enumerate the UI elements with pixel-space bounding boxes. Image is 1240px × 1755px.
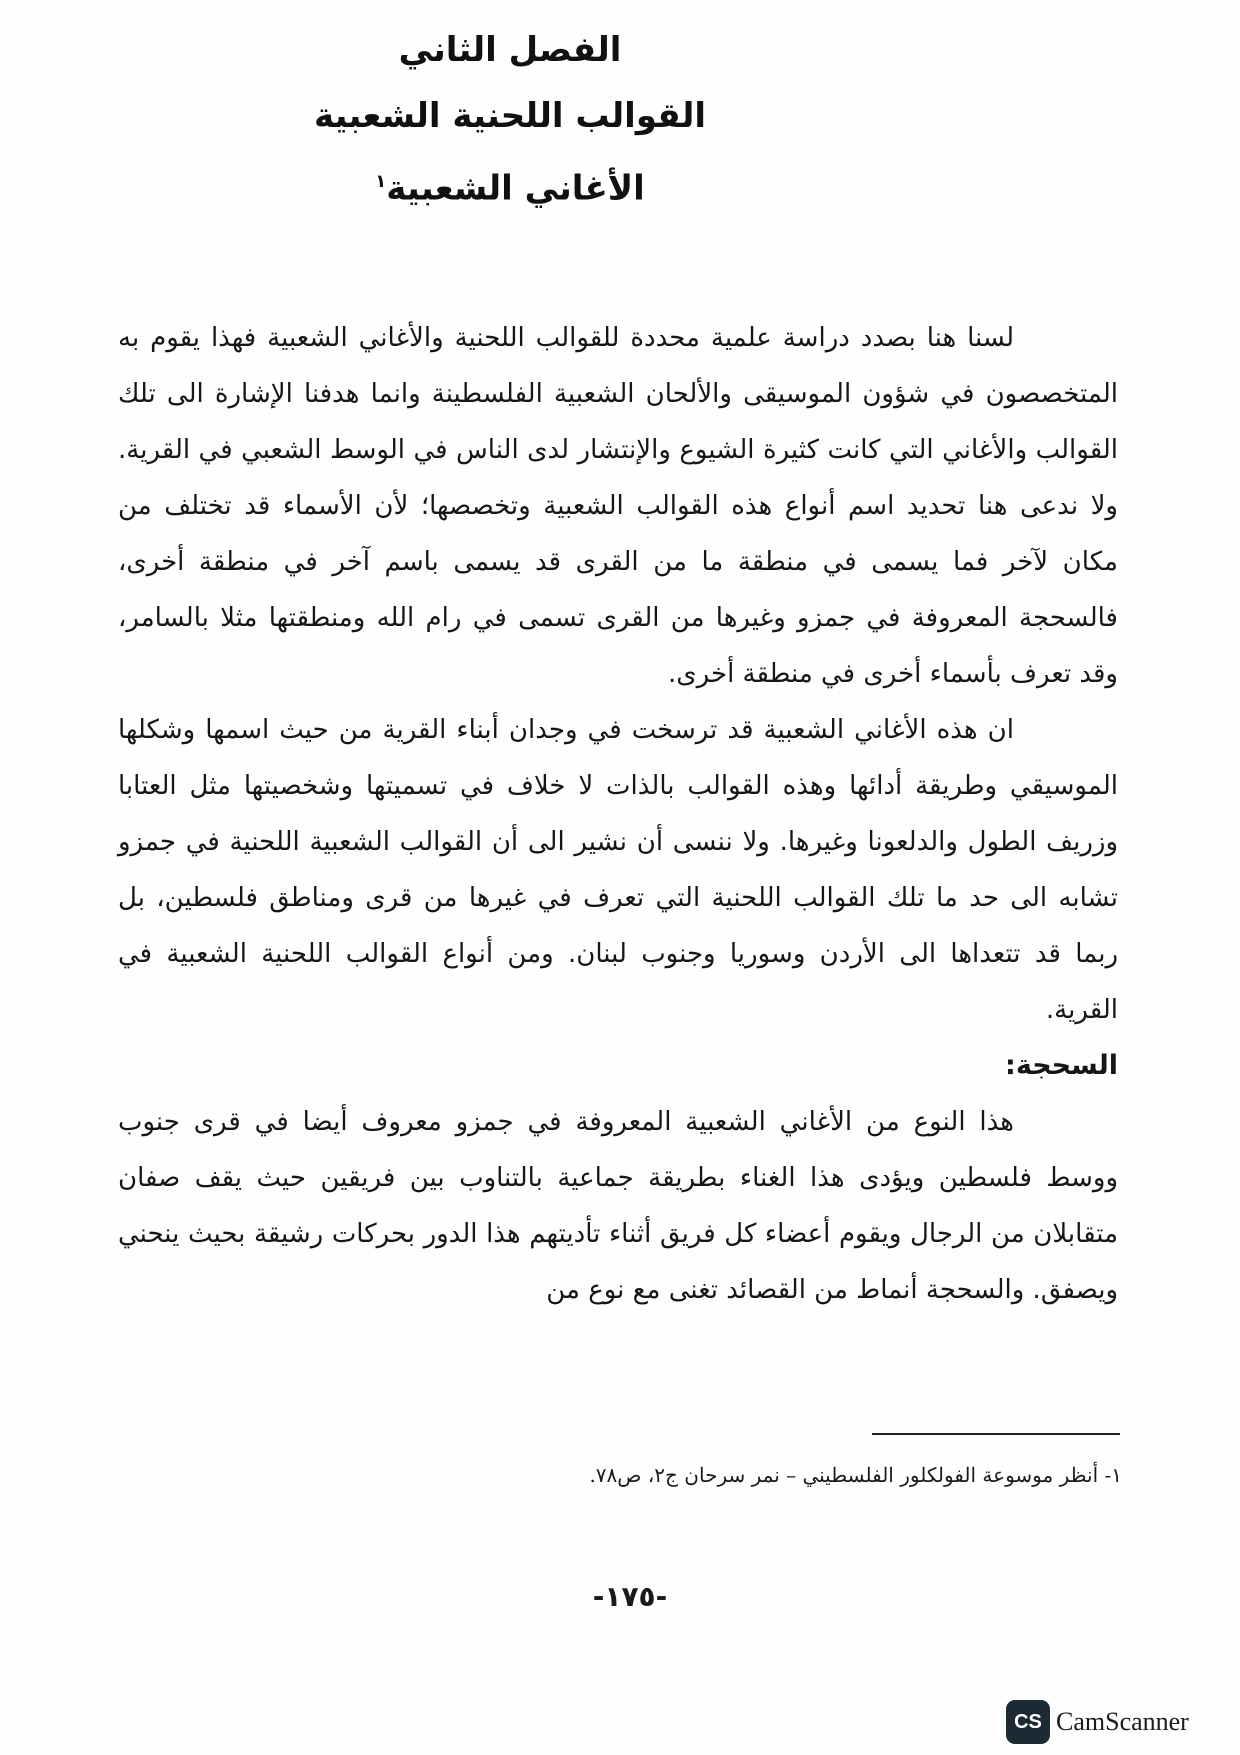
chapter-header	[0, 30, 1020, 234]
section-subtitle	[0, 162, 1020, 208]
footnote-divider	[872, 1433, 1120, 1435]
page-number: -١٧٥-	[592, 1580, 668, 1613]
chapter-title: القوالب اللحنية الشعبية	[313, 96, 707, 136]
section-subtitle-text: الأغاني الشعبية	[386, 168, 645, 209]
chapter-label: الفصل الثاني	[398, 30, 622, 70]
body-text	[118, 310, 1118, 1318]
section-heading: السحجة:	[1005, 1050, 1118, 1081]
camscanner-wordmark: CamScanner	[1056, 1707, 1189, 1736]
footnote: ١- أنظر موسوعة الفولكلور الفلسطيني – نمر سرحان ج٢، ص٧٨.	[589, 1463, 1122, 1487]
paragraph-1: لسنا هنا بصدد دراسة علمية محددة للقوالب اللحنية والأغاني الشعبية فهذا يقوم به المتخصصون في شؤون الموسيقى والألحان الشعبية الفلسطينة وانما هدفنا الإشارة الى تلك القوالب والأغاني التي كانت كثيرة الشيوع والإنتشار لدى الناس في الوسط الشعبي في القرية. ولا ندعى هنا تحديد اسم أنواع هذه القوالب الشعبية وتخصصها؛ لأن الأسماء قد تختلف من مكان لآخر فما يسمى في منطقة ما من القرى قد يسمى باسم آخر في منطقة أخرى، فالسحجة المعروفة في جمزو وغيرها من القرى تسمى في رام الله ومنطقتها مثلا بالسامر، وقد تعرف بأسماء أخرى في منطقة أخرى.	[118, 323, 1118, 689]
paragraph-2: ان هذه الأغاني الشعبية قد ترسخت في وجدان أبناء القرية من حيث اسمها وشكلها الموسيقي وطريقة أدائها وهذه القوالب بالذات لا خلاف في تسميتها وشخصيتها مثل العتابا وزريف الطول والدلعونا وغيرها. ولا ننسى أن نشير الى أن القوالب الشعبية اللحنية في جمزو تشابه الى حد ما تلك القوالب اللحنية التي تعرف في غيرها من قرى ومناطق فلسطين، بل ربما قد تتعداها الى الأردن وسوريا وجنوب لبنان. ومن أنواع القوالب اللحنية الشعبية في القرية.	[118, 715, 1118, 1025]
footnote-marker: ١	[375, 171, 387, 192]
camscanner-watermark	[1006, 1700, 1189, 1744]
camscanner-logo-icon: CS	[1006, 1700, 1050, 1744]
paragraph-3: هذا النوع من الأغاني الشعبية المعروفة في جمزو معروف أيضا في قرى جنوب ووسط فلسطين ويؤدى هذا الغناء بطريقة جماعية بالتناوب بين فريقين حيث يقف صفان متقابلان من الرجال ويقوم أعضاء كل فريق أثناء تأديتهم هذا الدور بحركات رشيقة بحيث ينحني ويصفق. والسحجة أنماط من القصائد تغنى مع نوع من	[118, 1107, 1118, 1305]
